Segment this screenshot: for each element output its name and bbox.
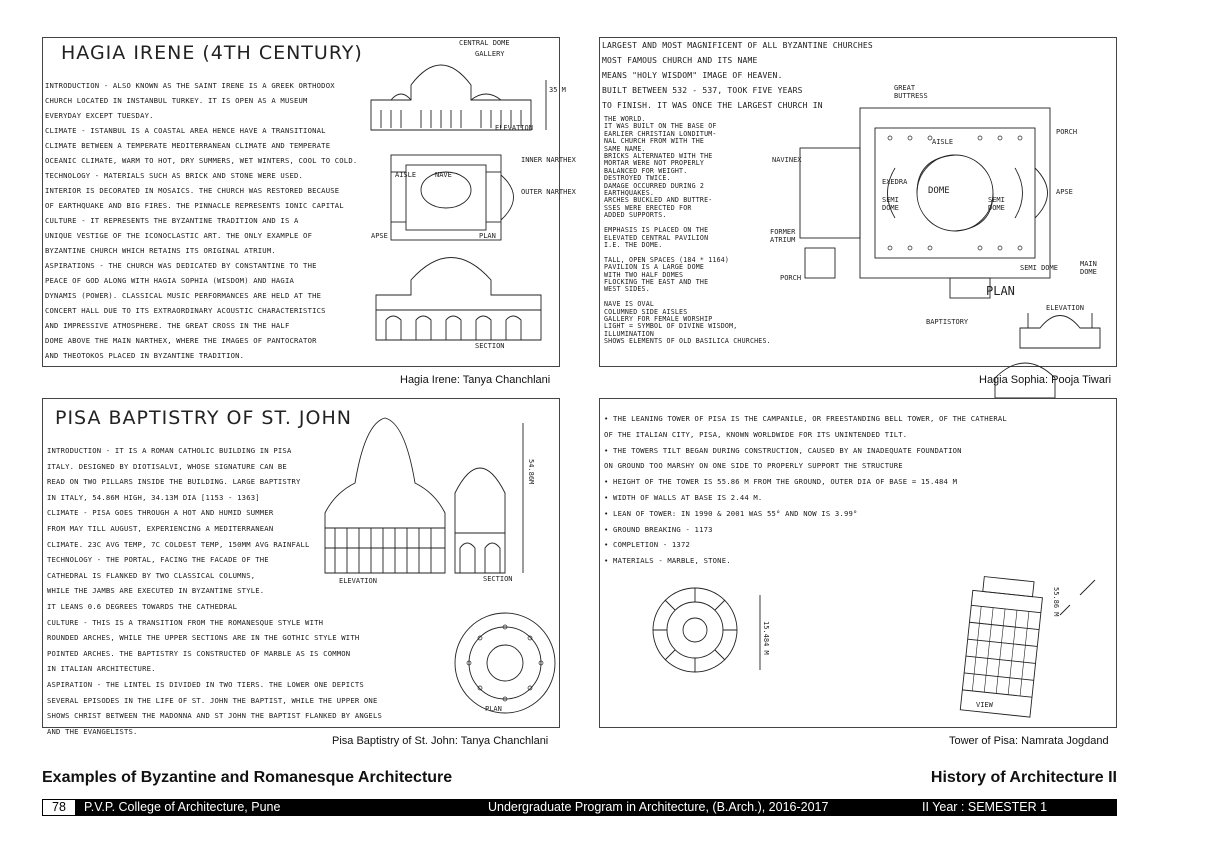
panel-title: PISA BAPTISTRY OF ST. JOHN xyxy=(55,407,352,429)
footer-left-title: Examples of Byzantine and Romanesque Architecture xyxy=(42,769,453,786)
text-line: SHOWS ELEMENTS OF OLD BASILICA CHURCHES. xyxy=(604,337,771,346)
hagia-irene-drawings xyxy=(361,40,561,360)
label-plan: PLAN xyxy=(986,284,1015,298)
label-nave: NAVE xyxy=(435,171,452,179)
text-line: EARLIER CHRISTIAN LONDITUM- xyxy=(604,129,717,138)
text-line: NAVE IS OVAL xyxy=(604,300,655,309)
text-line: • MATERIALS - MARBLE, STONE. xyxy=(604,556,731,566)
label-elevation: ELEVATION xyxy=(339,577,377,585)
text-line: FROM MAY TILL AUGUST, EXPERIENCING A MEDITERRANEAN xyxy=(47,523,274,533)
label-view: VIEW xyxy=(976,701,993,709)
text-line: ASPIRATION - THE LINTEL IS DIVIDED IN TWO TIERS. THE LOWER ONE DEPICTS xyxy=(47,679,364,689)
text-line: AND THE EVANGELISTS. xyxy=(47,726,138,736)
text-line: CLIMATE. 23C AVG TEMP, 7C COLDEST TEMP, 150MM AVG RAINFALL xyxy=(47,539,310,549)
text-line: • THE TOWERS TILT BEGAN DURING CONSTRUCTION, CAUSED BY AN INADEQUATE FOUNDATION xyxy=(604,445,962,455)
text-line: IN ITALIAN ARCHITECTURE. xyxy=(47,664,156,674)
text-line: MOST FAMOUS CHURCH AND ITS NAME xyxy=(602,56,758,65)
baptistry-drawings xyxy=(305,403,555,723)
text-line: BYZANTINE CHURCH WHICH RETAINS ITS ORIGINAL ATRIUM. xyxy=(45,246,276,255)
text-line: READ ON TWO PILLARS INSIDE THE BUILDING. LARGE BAPTISTRY xyxy=(47,477,301,487)
text-line: ADDED SUPPORTS. xyxy=(604,211,667,220)
label-narthex: NAVINEX xyxy=(772,156,802,164)
text-line: SSES WERE ERECTED FOR xyxy=(604,203,692,212)
text-line: PAVILION IS A LARGE DOME xyxy=(604,263,705,272)
label-dimension-1: 15.484 M xyxy=(762,621,770,655)
text-line: SAME NAME. xyxy=(604,144,646,153)
text-line: TALL, OPEN SPACES (184 * 1164) xyxy=(604,255,730,264)
text-line: • COMPLETION - 1372 xyxy=(604,540,691,550)
label-apse: APSE xyxy=(1056,188,1073,196)
label-porch: PORCH xyxy=(1056,128,1078,136)
text-line: IT WAS BUILT ON THE BASE OF xyxy=(604,122,717,131)
text-line: COLUMNED SIDE AISLES xyxy=(604,307,688,316)
text-line: DESTROYED TWICE. xyxy=(604,174,671,183)
label-central-dome: CENTRAL DOME xyxy=(459,39,510,47)
text-line: ASPIRATIONS - THE CHURCH WAS DEDICATED BY CONSTANTINE TO THE xyxy=(45,261,317,270)
panel-hagia-sophia xyxy=(599,37,1117,367)
text-line: DAMAGE OCCURRED DURING 2 xyxy=(604,181,705,190)
text-line: OCEANIC CLIMATE, WARM TO HOT, DRY SUMMERS, WET WINTERS, COOL TO COLD. xyxy=(45,156,358,165)
text-line: MORTAR WERE NOT PROPERLY xyxy=(604,159,705,168)
panel-text xyxy=(45,78,357,363)
text-line: TECHNOLOGY - THE PORTAL, FACING THE FACADE OF THE xyxy=(47,555,269,565)
label-apse: APSE xyxy=(371,232,388,240)
text-line: • THE LEANING TOWER OF PISA IS THE CAMPANILE, OR FREESTANDING BELL TOWER, OF THE CATHERAL xyxy=(604,414,1007,423)
text-line: WITH TWO HALF DOMES xyxy=(604,270,684,279)
text-line: AND IMPRESSIVE ATMOSPHERE. THE GREAT CROSS IN THE HALF xyxy=(45,321,290,330)
panel-text xyxy=(604,411,1007,569)
text-line: BALANCED FOR WEIGHT. xyxy=(604,166,688,175)
label-semi-dome-elev: SEMI DOME xyxy=(1020,264,1058,272)
panel-pisa-baptistry xyxy=(42,398,560,736)
panel-tower-of-pisa xyxy=(599,398,1117,728)
tower-drawings xyxy=(610,575,1110,725)
label-inner-narthex: INNER NARTHEX xyxy=(521,156,576,164)
text-line: DOME ABOVE THE MAIN NARTHEX, WHERE THE IMAGES OF PANTOCRATOR xyxy=(45,336,317,345)
label-main-dome: MAIN DOME xyxy=(1080,260,1097,276)
label-dimension: 54.86M xyxy=(527,459,535,485)
label-gallery: GALLERY xyxy=(475,50,505,58)
text-line: MEANS "HOLY WISDOM" IMAGE OF HEAVEN. xyxy=(602,71,783,80)
caption-hagia-sophia: Hagia Sophia: Pooja Tiwari xyxy=(979,374,1112,386)
text-line: UNIQUE VESTIGE OF THE ICONOCLASTIC ART. THE ONLY EXAMPLE OF xyxy=(45,231,313,240)
text-line: EMPHASIS IS PLACED ON THE xyxy=(604,226,709,235)
text-line: ROUNDED ARCHES, WHILE THE UPPER SECTIONS ARE IN THE GOTHIC STYLE WITH xyxy=(47,633,360,643)
footer-right-title: History of Architecture II xyxy=(930,769,1117,786)
caption-hagia-irene: Hagia Irene: Tanya Chanchlani xyxy=(400,374,551,386)
text-line: AND THEOTOKOS PLACED IN BYZANTINE TRADITION. xyxy=(45,351,245,360)
year-semester: II Year : SEMESTER 1 xyxy=(922,800,1048,814)
label-dimension-2: 55.86 M xyxy=(1052,587,1060,617)
text-line: NAL CHURCH FROM WITH THE xyxy=(604,137,705,146)
label-great-buttress: GREAT BUTTRESS xyxy=(894,84,928,100)
text-line: LIGHT = SYMBOL OF DIVINE WISDOM, xyxy=(604,322,738,331)
text-line: THE WORLD. xyxy=(604,115,646,123)
text-line: CATHEDRAL IS FLANKED BY TWO CLASSICAL COLUMNS, xyxy=(47,570,256,580)
text-line: ILLUMINATION xyxy=(604,329,655,338)
text-line: IN ITALY, 54.86M HIGH, 34.13M DIA [1153 - 1363] xyxy=(47,492,260,502)
text-line: FLOCKING THE EAST AND THE xyxy=(604,277,709,286)
label-plan: PLAN xyxy=(485,705,502,713)
text-line: ELEVATED CENTRAL PAVILION xyxy=(604,233,709,242)
label-dimension: 35 M xyxy=(549,86,566,94)
label-elevation: ELEVATION xyxy=(495,124,533,132)
program-name: Undergraduate Program in Architecture, (B.Arch.), 2016-2017 xyxy=(488,800,829,814)
label-section: SECTION xyxy=(483,575,513,583)
label-porch-2: PORCH xyxy=(780,274,802,282)
label-elevation: ELEVATION xyxy=(1046,304,1084,312)
text-line: ON GROUND TOO MARSHY ON ONE SIDE TO PROPERLY SUPPORT THE STRUCTURE xyxy=(604,461,903,471)
label-former-atrium: FORMER ATRIUM xyxy=(770,228,796,244)
label-plan: PLAN xyxy=(479,232,496,240)
text-line: • LEAN OF TOWER: IN 1990 & 2001 WAS 55° AND NOW IS 3.99° xyxy=(604,508,858,518)
label-outer-narthex: OUTER NARTHEX xyxy=(521,188,576,196)
text-line: EVERYDAY EXCEPT TUESDAY. xyxy=(45,111,154,120)
text-line: CONCERT HALL DUE TO ITS EXTRAORDINARY ACOUSTIC CHARACTERISTICS xyxy=(45,306,326,315)
college-name: P.V.P. College of Architecture, Pune xyxy=(84,800,281,814)
text-line: CLIMATE - PISA GOES THROUGH A HOT AND HUMID SUMMER xyxy=(47,508,274,518)
text-line: CLIMATE - ISTANBUL IS A COASTAL AREA HENCE HAVE A TRANSITIONAL xyxy=(45,126,326,135)
text-line: INTERIOR IS DECORATED IN MOSAICS. THE CHURCH WAS RESTORED BECAUSE xyxy=(45,186,340,195)
caption-tower-of-pisa: Tower of Pisa: Namrata Jogdand xyxy=(949,735,1109,747)
label-semi-dome-1: SEMI DOME xyxy=(882,196,899,212)
text-line: TO FINISH. IT WAS ONCE THE LARGEST CHURCH IN xyxy=(602,101,823,110)
text-line: INTRODUCTION - ALSO KNOWN AS THE SAINT IRENE IS A GREEK ORTHODOX xyxy=(45,81,335,90)
text-line: CLIMATE BETWEEN A TEMPERATE MEDITERRANEAN CLIMATE AND TEMPERATE xyxy=(45,141,331,150)
text-line: INTRODUCTION - IT IS A ROMAN CATHOLIC BUILDING IN PISA xyxy=(47,446,292,455)
text-line: EARTHQUAKES. xyxy=(604,189,655,198)
caption-pisa-baptistry: Pisa Baptistry of St. John: Tanya Chanchlani xyxy=(332,735,549,747)
text-line: WHILE THE JAMBS ARE EXECUTED IN BYZANTINE STYLE. xyxy=(47,586,265,596)
text-line: • HEIGHT OF THE TOWER IS 55.86 M FROM THE GROUND, OUTER DIA OF BASE = 15.484 M xyxy=(604,477,958,487)
panel-title: HAGIA IRENE (4TH CENTURY) xyxy=(61,42,363,64)
text-line: CHURCH LOCATED IN INSTANBUL TURKEY. IT IS OPEN AS A MUSEUM xyxy=(45,96,308,105)
label-aisle: AISLE xyxy=(932,138,954,146)
text-line: CULTURE - THIS IS A TRANSITION FROM THE ROMANESQUE STYLE WITH xyxy=(47,617,324,627)
text-line: • GROUND BREAKING - 1173 xyxy=(604,524,713,534)
text-line: • WIDTH OF WALLS AT BASE IS 2.44 M. xyxy=(604,492,763,502)
text-line: GALLERY FOR FEMALE WORSHIP xyxy=(604,314,713,323)
text-line: IT LEANS 0.6 DEGREES TOWARDS THE CATHEDRAL xyxy=(47,601,238,611)
text-line: I.E. THE DOME. xyxy=(604,240,663,249)
text-line: CULTURE - IT REPRESENTS THE BYZANTINE TRADITION AND IS A xyxy=(45,216,299,225)
label-aisle: AISLE xyxy=(395,171,417,179)
label-baptistry: BAPTISTORY xyxy=(926,318,969,326)
text-line: BRICKS ALTERNATED WITH THE xyxy=(604,152,713,161)
text-line: OF EARTHQUAKE AND BIG FIRES. THE PINNACLE REPRESENTS IONIC CAPITAL xyxy=(45,201,344,210)
panel-hagia-irene xyxy=(42,37,576,367)
text-line: ARCHES BUCKLED AND BUTTRE- xyxy=(604,196,713,205)
text-line: WEST SIDES. xyxy=(604,285,650,294)
text-line: DYNAMIS (POWER). CLASSICAL MUSIC PERFORMANCES ARE HELD AT THE xyxy=(45,291,322,300)
text-line: TECHNOLOGY - MATERIALS SUCH AS BRICK AND STONE WERE USED. xyxy=(45,171,304,180)
label-dome: DOME xyxy=(928,186,950,196)
label-semi-dome-2: SEMI DOME xyxy=(988,196,1005,212)
text-line: OF THE ITALIAN CITY, PISA, KNOWN WORLDWIDE FOR ITS UNINTENDED TILT. xyxy=(604,429,908,439)
footer-bar xyxy=(42,799,1117,816)
text-line: SEVERAL EPISODES IN THE LIFE OF ST. JOHN THE BAPTIST, WHILE THE UPPER ONE xyxy=(47,695,378,705)
text-line: POINTED ARCHES. THE BAPTISTRY IS CONSTRUCTED OF MARBLE AS IS COMMON xyxy=(47,648,351,658)
text-line: LARGEST AND MOST MAGNIFICENT OF ALL BYZANTINE CHURCHES xyxy=(602,41,873,50)
panel-text-small xyxy=(604,116,771,346)
label-section: SECTION xyxy=(475,342,505,350)
page-number: 78 xyxy=(42,799,76,816)
text-line: ITALY. DESIGNED BY DIOTISALVI, WHOSE SIGNATURE CAN BE xyxy=(47,461,287,471)
text-line: BUILT BETWEEN 532 - 537, TOOK FIVE YEARS xyxy=(602,86,803,95)
label-exedra: EXEDRA xyxy=(882,178,908,186)
text-line: PEACE OF GOD ALONG WITH HAGIA SOPHIA (WISDOM) AND HAGIA xyxy=(45,276,294,285)
text-line: SHOWS CHRIST BETWEEN THE MADONNA AND ST JOHN THE BAPTIST FLANKED BY ANGELS xyxy=(47,711,383,721)
